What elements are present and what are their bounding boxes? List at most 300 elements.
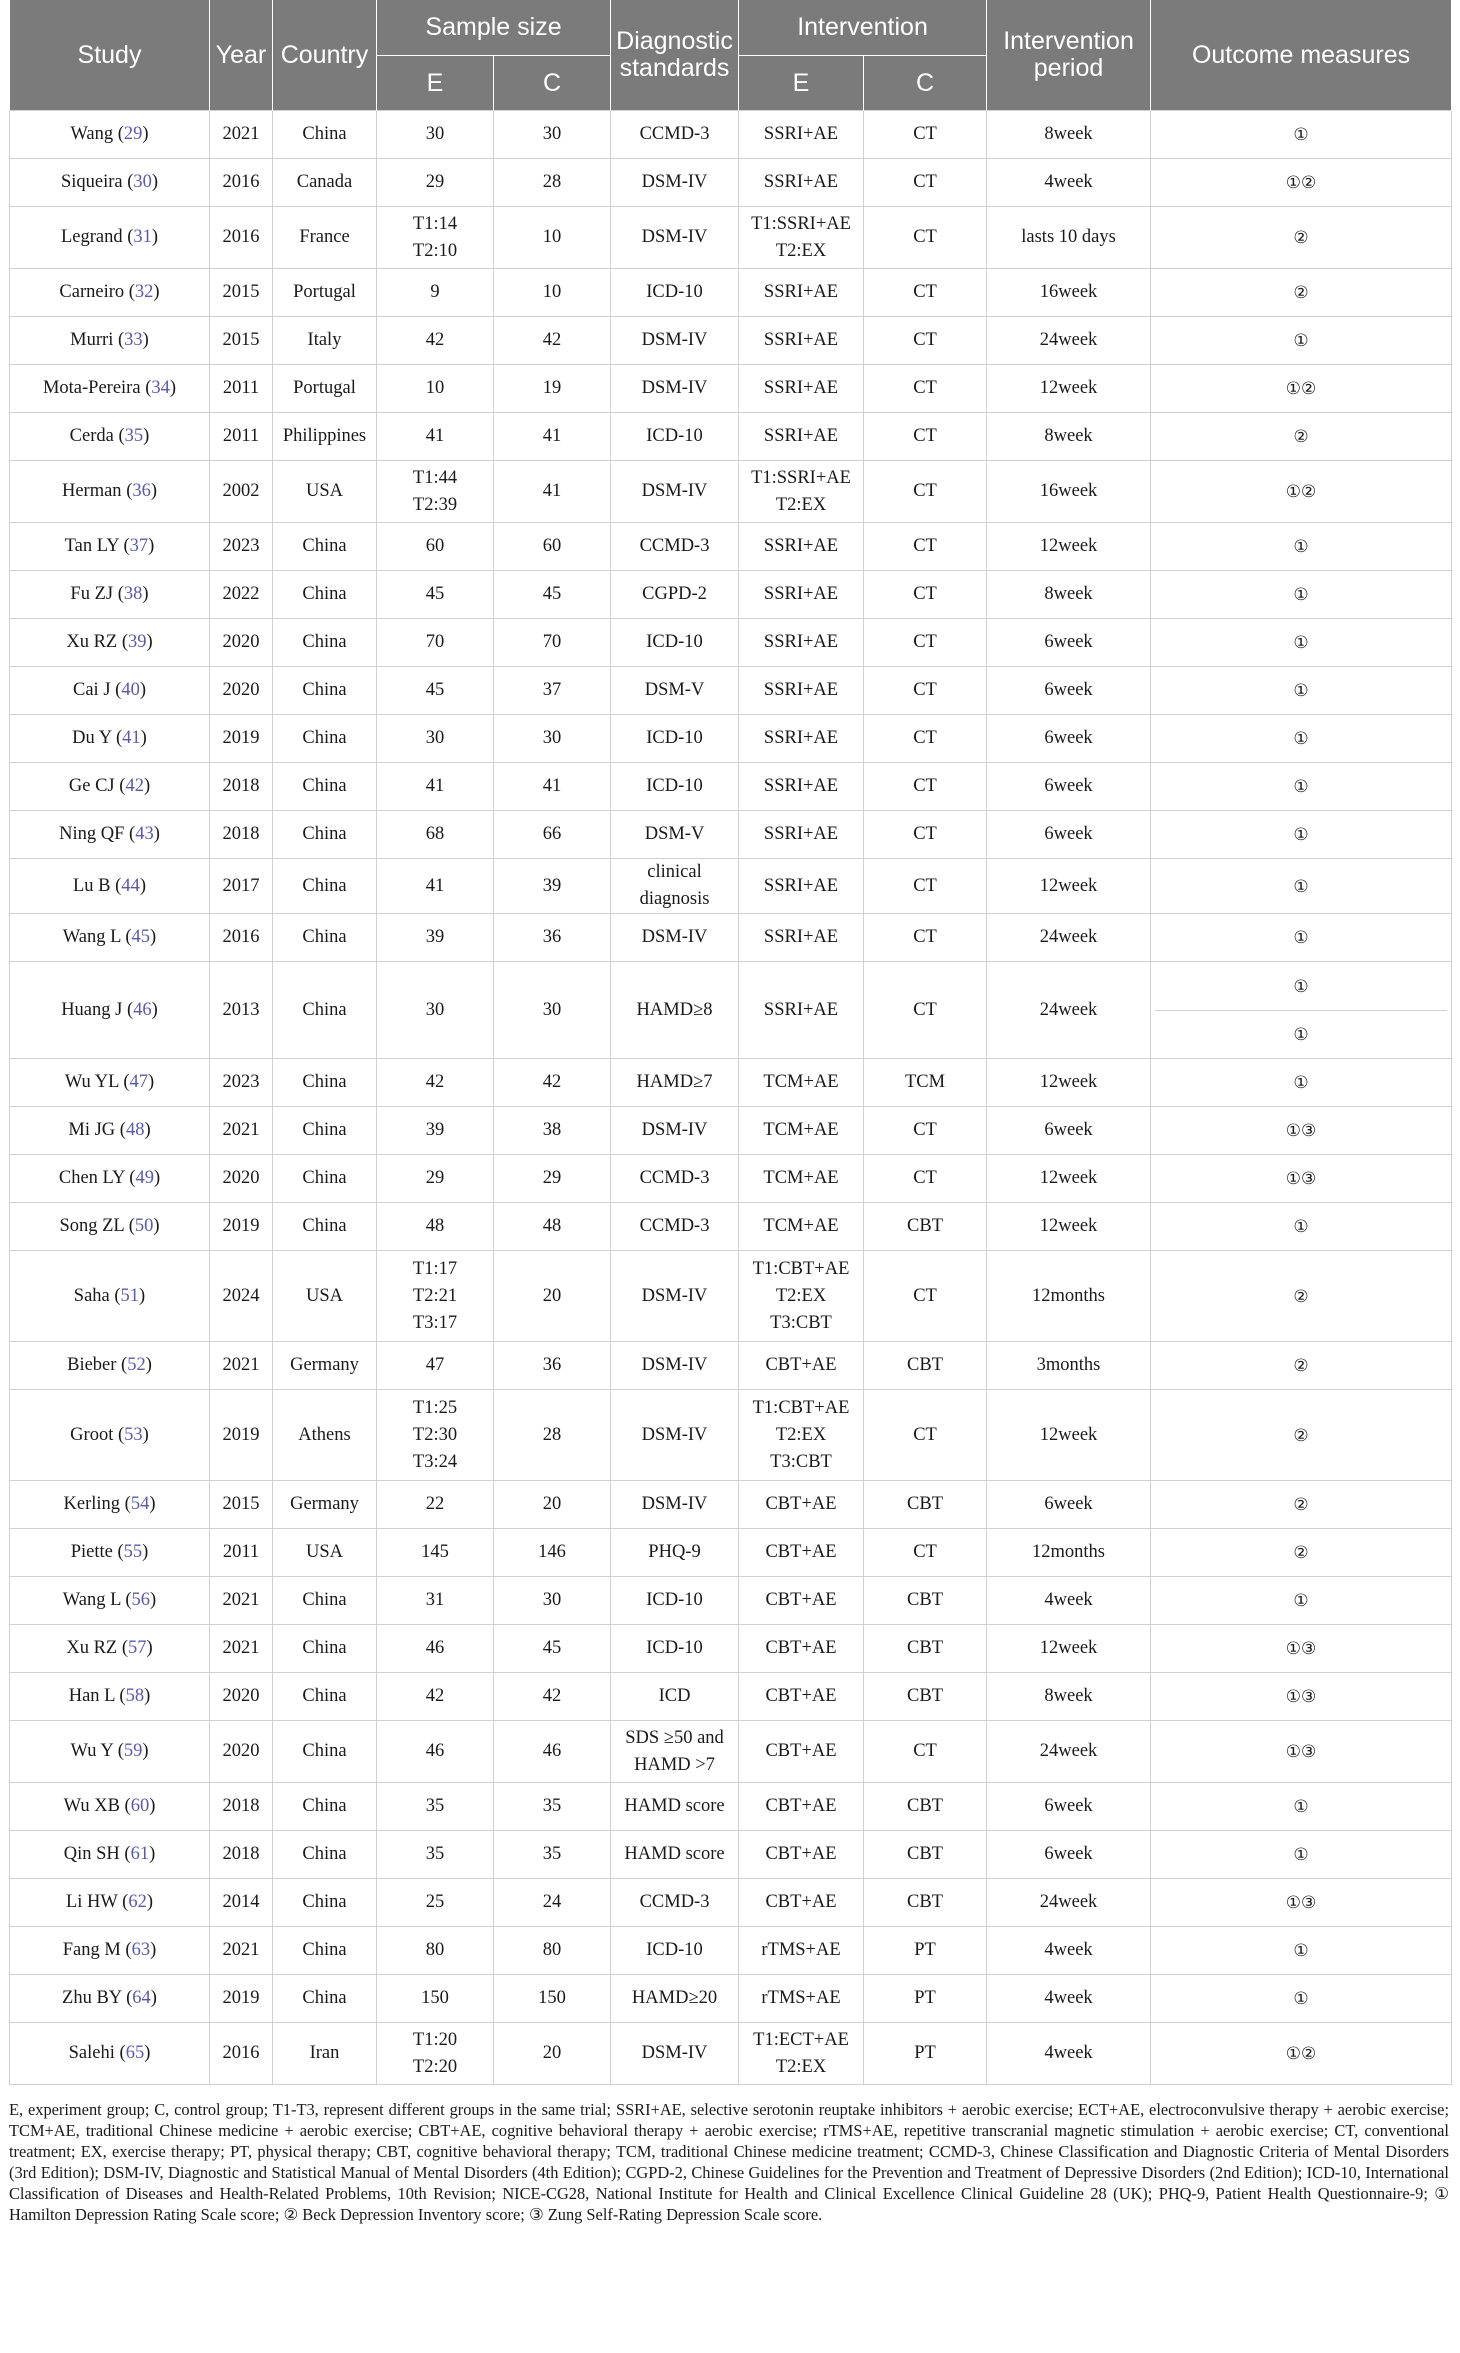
outcome-cell: ② — [1151, 1390, 1452, 1481]
intervention-e-value: SSRI+AE — [763, 426, 839, 446]
year-cell: 2021 — [210, 1625, 273, 1673]
country-cell: China — [273, 763, 377, 811]
reference-link: 52 — [127, 1355, 146, 1375]
table-row — [10, 1251, 1452, 1342]
intervention-e-cell — [739, 1203, 864, 1251]
country-cell: China — [273, 1721, 377, 1783]
outcome-cell: ① — [1151, 111, 1452, 159]
sample-c-cell: 48 — [494, 1203, 611, 1251]
sample-e-value: 35 — [425, 1796, 445, 1816]
intervention-e-value: TCM+AE — [763, 1168, 839, 1188]
sample-e-cell — [377, 1481, 494, 1529]
study-cell: Lu B (44) — [10, 859, 210, 914]
intervention-e-value: T3:CBT — [770, 1312, 832, 1333]
diagnostic-cell — [611, 811, 739, 859]
diagnostic-cell — [611, 1625, 739, 1673]
header-intervention-e: E — [739, 56, 864, 111]
table-row — [10, 1529, 1452, 1577]
intervention-e-cell — [739, 619, 864, 667]
study-name: Ning QF — [59, 824, 125, 844]
diagnostic-cell — [611, 461, 739, 523]
diagnostic-value: DSM-IV — [641, 227, 708, 247]
sample-e-cell — [377, 413, 494, 461]
period-cell: 6week — [987, 667, 1151, 715]
study-name: Chen LY — [58, 1168, 125, 1188]
intervention-e-cell — [739, 365, 864, 413]
intervention-e-cell — [739, 715, 864, 763]
sample-e-cell — [377, 1107, 494, 1155]
sample-e-value: 10 — [425, 378, 445, 398]
header-intervention: Intervention — [739, 0, 987, 56]
intervention-e-value: T1:SSRI+AE — [751, 213, 851, 234]
table-row — [10, 461, 1452, 523]
year-cell: 2014 — [210, 1879, 273, 1927]
diagnostic-value: ICD-10 — [646, 1638, 703, 1658]
reference-link: 43 — [135, 824, 154, 844]
outcome-value: ① — [1155, 1010, 1447, 1058]
year-cell: 2015 — [210, 317, 273, 365]
period-cell: 24week — [987, 1879, 1151, 1927]
year-cell: 2011 — [210, 1529, 273, 1577]
study-cell: Murri (33) — [10, 317, 210, 365]
sample-e-value: T1:17 — [412, 1258, 458, 1279]
sample-c-cell: 41 — [494, 461, 611, 523]
table-row — [10, 1390, 1452, 1481]
sample-e-value: 68 — [425, 824, 445, 844]
study-name: Carneiro — [59, 282, 125, 302]
intervention-e-value: SSRI+AE — [763, 330, 839, 350]
diagnostic-cell — [611, 2023, 739, 2085]
country-cell: China — [273, 811, 377, 859]
intervention-e-cell — [739, 1251, 864, 1342]
intervention-c-cell: CT — [864, 1529, 987, 1577]
intervention-c-cell: CT — [864, 1107, 987, 1155]
outcome-cell: ② — [1151, 1529, 1452, 1577]
study-cell: Li HW (62) — [10, 1879, 210, 1927]
header-sample-size: Sample size — [377, 0, 611, 56]
sample-e-cell — [377, 1390, 494, 1481]
reference-link: 41 — [122, 728, 141, 748]
intervention-e-cell — [739, 1390, 864, 1481]
intervention-e-cell — [739, 317, 864, 365]
header-country: Country — [273, 0, 377, 111]
study-cell: Xu RZ (57) — [10, 1625, 210, 1673]
diagnostic-value: DSM-IV — [641, 330, 708, 350]
intervention-e-value: T2:EX — [775, 240, 827, 261]
sample-e-value: 30 — [425, 999, 445, 1020]
sample-e-value: 150 — [421, 1988, 449, 2008]
intervention-c-cell: CT — [864, 111, 987, 159]
country-cell: Canada — [273, 159, 377, 207]
period-cell: 12week — [987, 1203, 1151, 1251]
table-row — [10, 571, 1452, 619]
study-name: Song ZL — [59, 1216, 125, 1236]
study-cell: Herman (36) — [10, 461, 210, 523]
reference-link: 36 — [132, 481, 151, 501]
sample-c-cell: 41 — [494, 413, 611, 461]
sample-e-value: 42 — [425, 1072, 445, 1092]
period-cell: 12week — [987, 1390, 1151, 1481]
intervention-e-value: SSRI+AE — [763, 632, 839, 652]
diagnostic-cell — [611, 1927, 739, 1975]
reference-link: 34 — [151, 378, 170, 398]
year-cell: 2018 — [210, 1831, 273, 1879]
table-row — [10, 1342, 1452, 1390]
diagnostic-value: ICD-10 — [646, 776, 703, 796]
sample-e-cell — [377, 1975, 494, 2023]
outcome-cell: ① — [1151, 914, 1452, 962]
outcome-cell: ① — [1151, 523, 1452, 571]
intervention-c-cell: CT — [864, 523, 987, 571]
diagnostic-cell — [611, 1831, 739, 1879]
period-cell: 6week — [987, 619, 1151, 667]
study-cell: Zhu BY (64) — [10, 1975, 210, 2023]
sample-c-cell: 35 — [494, 1831, 611, 1879]
intervention-e-value: SSRI+AE — [763, 824, 839, 844]
sample-e-value: 47 — [425, 1355, 445, 1375]
period-cell: 12week — [987, 1155, 1151, 1203]
diagnostic-cell — [611, 1251, 739, 1342]
intervention-c-cell: CT — [864, 269, 987, 317]
intervention-e-value: T2:EX — [775, 494, 827, 515]
sample-e-value: T1:25 — [412, 1397, 458, 1418]
study-name: Lu B — [73, 875, 111, 896]
intervention-e-value: SSRI+AE — [763, 776, 839, 796]
country-cell: China — [273, 1975, 377, 2023]
year-cell: 2016 — [210, 2023, 273, 2085]
country-cell: China — [273, 1059, 377, 1107]
diagnostic-cell — [611, 317, 739, 365]
intervention-e-value: T1:CBT+AE — [752, 1258, 850, 1279]
intervention-e-value: CBT+AE — [765, 1844, 837, 1864]
outcome-value: ① — [1293, 976, 1309, 996]
diagnostic-value: HAMD≥7 — [636, 1072, 713, 1092]
sample-e-cell — [377, 269, 494, 317]
reference-link: 55 — [123, 1542, 143, 1562]
year-cell: 2018 — [210, 763, 273, 811]
sample-e-value: 60 — [425, 536, 445, 556]
intervention-e-cell — [739, 1975, 864, 2023]
year-cell: 2017 — [210, 859, 273, 914]
intervention-e-cell — [739, 667, 864, 715]
intervention-e-value: CBT+AE — [765, 1686, 837, 1706]
period-cell: 4week — [987, 159, 1151, 207]
study-cell: Saha (51) — [10, 1251, 210, 1342]
sample-e-cell — [377, 619, 494, 667]
year-cell: 2021 — [210, 1577, 273, 1625]
reference-link: 51 — [120, 1285, 140, 1306]
country-cell: USA — [273, 461, 377, 523]
year-cell: 2019 — [210, 1203, 273, 1251]
outcome-cell: ① — [1151, 1203, 1452, 1251]
sample-c-cell: 70 — [494, 619, 611, 667]
intervention-c-cell: CBT — [864, 1577, 987, 1625]
study-cell: Huang J (46) — [10, 962, 210, 1059]
country-cell: China — [273, 1155, 377, 1203]
study-name: Cerda — [69, 426, 114, 446]
study-cell: Wang (29) — [10, 111, 210, 159]
year-cell: 2016 — [210, 159, 273, 207]
reference-link: 48 — [125, 1120, 145, 1140]
year-cell: 2022 — [210, 571, 273, 619]
year-cell: 2024 — [210, 1251, 273, 1342]
intervention-e-value: SSRI+AE — [763, 282, 839, 302]
sample-e-value: 42 — [425, 330, 445, 350]
header-sample-c: C — [494, 56, 611, 111]
study-cell: Mota-Pereira (34) — [10, 365, 210, 413]
sample-c-cell: 36 — [494, 914, 611, 962]
intervention-e-value: SSRI+AE — [763, 680, 839, 700]
country-cell: Germany — [273, 1481, 377, 1529]
diagnostic-value: ICD — [658, 1686, 691, 1706]
table-row — [10, 763, 1452, 811]
period-cell: 8week — [987, 571, 1151, 619]
outcome-cell: ① — [1151, 571, 1452, 619]
diagnostic-value: CGPD-2 — [642, 584, 707, 604]
intervention-c-cell: PT — [864, 2023, 987, 2085]
sample-e-cell — [377, 667, 494, 715]
study-name: Murri — [70, 330, 114, 350]
intervention-c-cell: CT — [864, 159, 987, 207]
outcome-cell: ①③ — [1151, 1155, 1452, 1203]
year-cell: 2018 — [210, 1783, 273, 1831]
intervention-e-value: SSRI+AE — [763, 584, 839, 604]
outcome-cell: ② — [1151, 207, 1452, 269]
study-name: Zhu BY — [62, 1988, 122, 2008]
study-cell: Ning QF (43) — [10, 811, 210, 859]
study-name: Wu Y — [70, 1741, 114, 1761]
country-cell: China — [273, 111, 377, 159]
table-row — [10, 1721, 1452, 1783]
table-row — [10, 523, 1452, 571]
table-row — [10, 962, 1452, 1059]
reference-link: 59 — [123, 1741, 143, 1761]
study-table-container — [9, 0, 1451, 2225]
outcome-cell: ① — [1151, 1783, 1452, 1831]
country-cell: China — [273, 1107, 377, 1155]
diagnostic-value: DSM-IV — [641, 1424, 708, 1445]
study-characteristics-table — [9, 0, 1452, 2085]
study-name: Fu ZJ — [70, 584, 114, 604]
outcome-cell: ① — [1151, 1577, 1452, 1625]
intervention-c-cell: TCM — [864, 1059, 987, 1107]
sample-e-cell — [377, 317, 494, 365]
sample-c-cell: 10 — [494, 269, 611, 317]
table-row — [10, 1831, 1452, 1879]
sample-c-cell: 45 — [494, 1625, 611, 1673]
sample-e-cell — [377, 1059, 494, 1107]
year-cell: 2021 — [210, 1927, 273, 1975]
diagnostic-cell — [611, 962, 739, 1059]
sample-e-cell — [377, 763, 494, 811]
country-cell: China — [273, 1577, 377, 1625]
reference-link: 65 — [125, 2043, 145, 2063]
outcome-cell: ①② — [1151, 365, 1452, 413]
year-cell: 2016 — [210, 207, 273, 269]
sample-e-cell — [377, 914, 494, 962]
intervention-e-value: CBT+AE — [765, 1638, 837, 1658]
intervention-c-cell: CT — [864, 619, 987, 667]
sample-e-value: T1:44 — [412, 467, 458, 488]
study-cell: Cai J (40) — [10, 667, 210, 715]
diagnostic-cell — [611, 859, 739, 914]
sample-c-cell: 42 — [494, 317, 611, 365]
table-row — [10, 1783, 1452, 1831]
country-cell: Iran — [273, 2023, 377, 2085]
outcome-cell: ① — [1151, 859, 1452, 914]
intervention-e-cell — [739, 1831, 864, 1879]
sample-e-cell — [377, 1251, 494, 1342]
sample-e-value: 25 — [425, 1892, 445, 1912]
table-row — [10, 365, 1452, 413]
intervention-e-value: SSRI+AE — [763, 927, 839, 947]
country-cell: China — [273, 667, 377, 715]
study-cell: Wu Y (59) — [10, 1721, 210, 1783]
intervention-c-cell: PT — [864, 1975, 987, 2023]
sample-c-cell: 30 — [494, 715, 611, 763]
study-name: Piette — [70, 1542, 113, 1562]
intervention-e-value: CBT+AE — [765, 1741, 837, 1761]
intervention-e-value: CBT+AE — [765, 1590, 837, 1610]
sample-e-value: 46 — [425, 1741, 445, 1761]
intervention-e-cell — [739, 1721, 864, 1783]
study-cell: Wu XB (60) — [10, 1783, 210, 1831]
sample-c-cell: 20 — [494, 1481, 611, 1529]
outcome-cell — [1151, 962, 1452, 1059]
diagnostic-cell — [611, 1059, 739, 1107]
year-cell: 2021 — [210, 1107, 273, 1155]
sample-e-value: 39 — [425, 1120, 445, 1140]
diagnostic-cell — [611, 1342, 739, 1390]
diagnostic-cell — [611, 1673, 739, 1721]
year-cell: 2023 — [210, 523, 273, 571]
study-name: Li HW — [65, 1892, 118, 1912]
diagnostic-value: ICD-10 — [646, 1590, 703, 1610]
sample-c-cell: 60 — [494, 523, 611, 571]
outcome-cell: ① — [1151, 1831, 1452, 1879]
year-cell: 2011 — [210, 413, 273, 461]
table-row — [10, 317, 1452, 365]
diagnostic-value: CCMD-3 — [639, 1168, 710, 1188]
sample-e-cell — [377, 159, 494, 207]
outcome-cell: ② — [1151, 269, 1452, 317]
outcome-cell: ①③ — [1151, 1625, 1452, 1673]
table-row — [10, 111, 1452, 159]
study-name: Herman — [61, 481, 122, 501]
year-cell: 2019 — [210, 715, 273, 763]
table-row — [10, 413, 1452, 461]
sample-c-cell: 28 — [494, 1390, 611, 1481]
intervention-c-cell: PT — [864, 1927, 987, 1975]
diagnostic-cell — [611, 523, 739, 571]
year-cell: 2018 — [210, 811, 273, 859]
intervention-c-cell: CT — [864, 413, 987, 461]
intervention-e-cell — [739, 1927, 864, 1975]
diagnostic-value: clinical diagnosis — [639, 862, 710, 909]
period-cell: 8week — [987, 111, 1151, 159]
intervention-e-cell — [739, 811, 864, 859]
intervention-e-value: SSRI+AE — [763, 728, 839, 748]
intervention-c-cell: CT — [864, 667, 987, 715]
intervention-e-value: rTMS+AE — [761, 1940, 841, 1960]
period-cell: 4week — [987, 1577, 1151, 1625]
intervention-e-cell — [739, 207, 864, 269]
outcome-cell: ① — [1151, 1059, 1452, 1107]
intervention-e-cell — [739, 571, 864, 619]
intervention-e-value: CBT+AE — [765, 1355, 837, 1375]
intervention-e-cell — [739, 1155, 864, 1203]
study-name: Wang L — [62, 1590, 121, 1610]
study-cell: Ge CJ (42) — [10, 763, 210, 811]
outcome-cell: ② — [1151, 1481, 1452, 1529]
intervention-e-cell — [739, 2023, 864, 2085]
country-cell: China — [273, 571, 377, 619]
table-body — [10, 111, 1452, 2085]
intervention-c-cell: CT — [864, 859, 987, 914]
period-cell: 24week — [987, 914, 1151, 962]
year-cell: 2002 — [210, 461, 273, 523]
sample-e-cell — [377, 111, 494, 159]
intervention-c-cell: CT — [864, 1390, 987, 1481]
intervention-e-value: TCM+AE — [763, 1216, 839, 1236]
diagnostic-value: DSM-IV — [641, 927, 708, 947]
intervention-e-cell — [739, 413, 864, 461]
intervention-c-cell: CT — [864, 1251, 987, 1342]
sample-c-cell: 37 — [494, 667, 611, 715]
sample-e-cell — [377, 962, 494, 1059]
table-row — [10, 269, 1452, 317]
country-cell: Philippines — [273, 413, 377, 461]
sample-c-cell: 36 — [494, 1342, 611, 1390]
study-cell: Fang M (63) — [10, 1927, 210, 1975]
table-row — [10, 1155, 1452, 1203]
study-name: Qin SH — [63, 1844, 120, 1864]
sample-e-cell — [377, 1673, 494, 1721]
sample-c-cell: 30 — [494, 962, 611, 1059]
diagnostic-cell — [611, 1783, 739, 1831]
period-cell: 6week — [987, 715, 1151, 763]
period-cell: 6week — [987, 811, 1151, 859]
sample-e-value: 30 — [425, 728, 445, 748]
study-cell: Legrand (31) — [10, 207, 210, 269]
sample-e-value: 35 — [425, 1844, 445, 1864]
sample-e-cell — [377, 1529, 494, 1577]
diagnostic-value: DSM-IV — [641, 481, 708, 501]
year-cell: 2011 — [210, 365, 273, 413]
sample-c-cell: 30 — [494, 1577, 611, 1625]
reference-link: 62 — [128, 1892, 147, 1912]
intervention-e-cell — [739, 1625, 864, 1673]
reference-link: 64 — [132, 1988, 151, 2008]
intervention-c-cell: CT — [864, 571, 987, 619]
study-name: Ge CJ — [68, 776, 115, 796]
diagnostic-cell — [611, 365, 739, 413]
outcome-cell: ①③ — [1151, 1879, 1452, 1927]
diagnostic-cell — [611, 715, 739, 763]
sample-e-value: 22 — [425, 1494, 445, 1514]
sample-e-cell — [377, 1879, 494, 1927]
diagnostic-cell — [611, 619, 739, 667]
year-cell: 2020 — [210, 1673, 273, 1721]
diagnostic-cell — [611, 1529, 739, 1577]
study-cell: Bieber (52) — [10, 1342, 210, 1390]
study-cell: Kerling (54) — [10, 1481, 210, 1529]
diagnostic-value: DSM-IV — [641, 2043, 708, 2063]
intervention-e-value: SSRI+AE — [763, 378, 839, 398]
diagnostic-value: ICD-10 — [646, 632, 703, 652]
intervention-c-cell: CBT — [864, 1783, 987, 1831]
year-cell: 2020 — [210, 1721, 273, 1783]
